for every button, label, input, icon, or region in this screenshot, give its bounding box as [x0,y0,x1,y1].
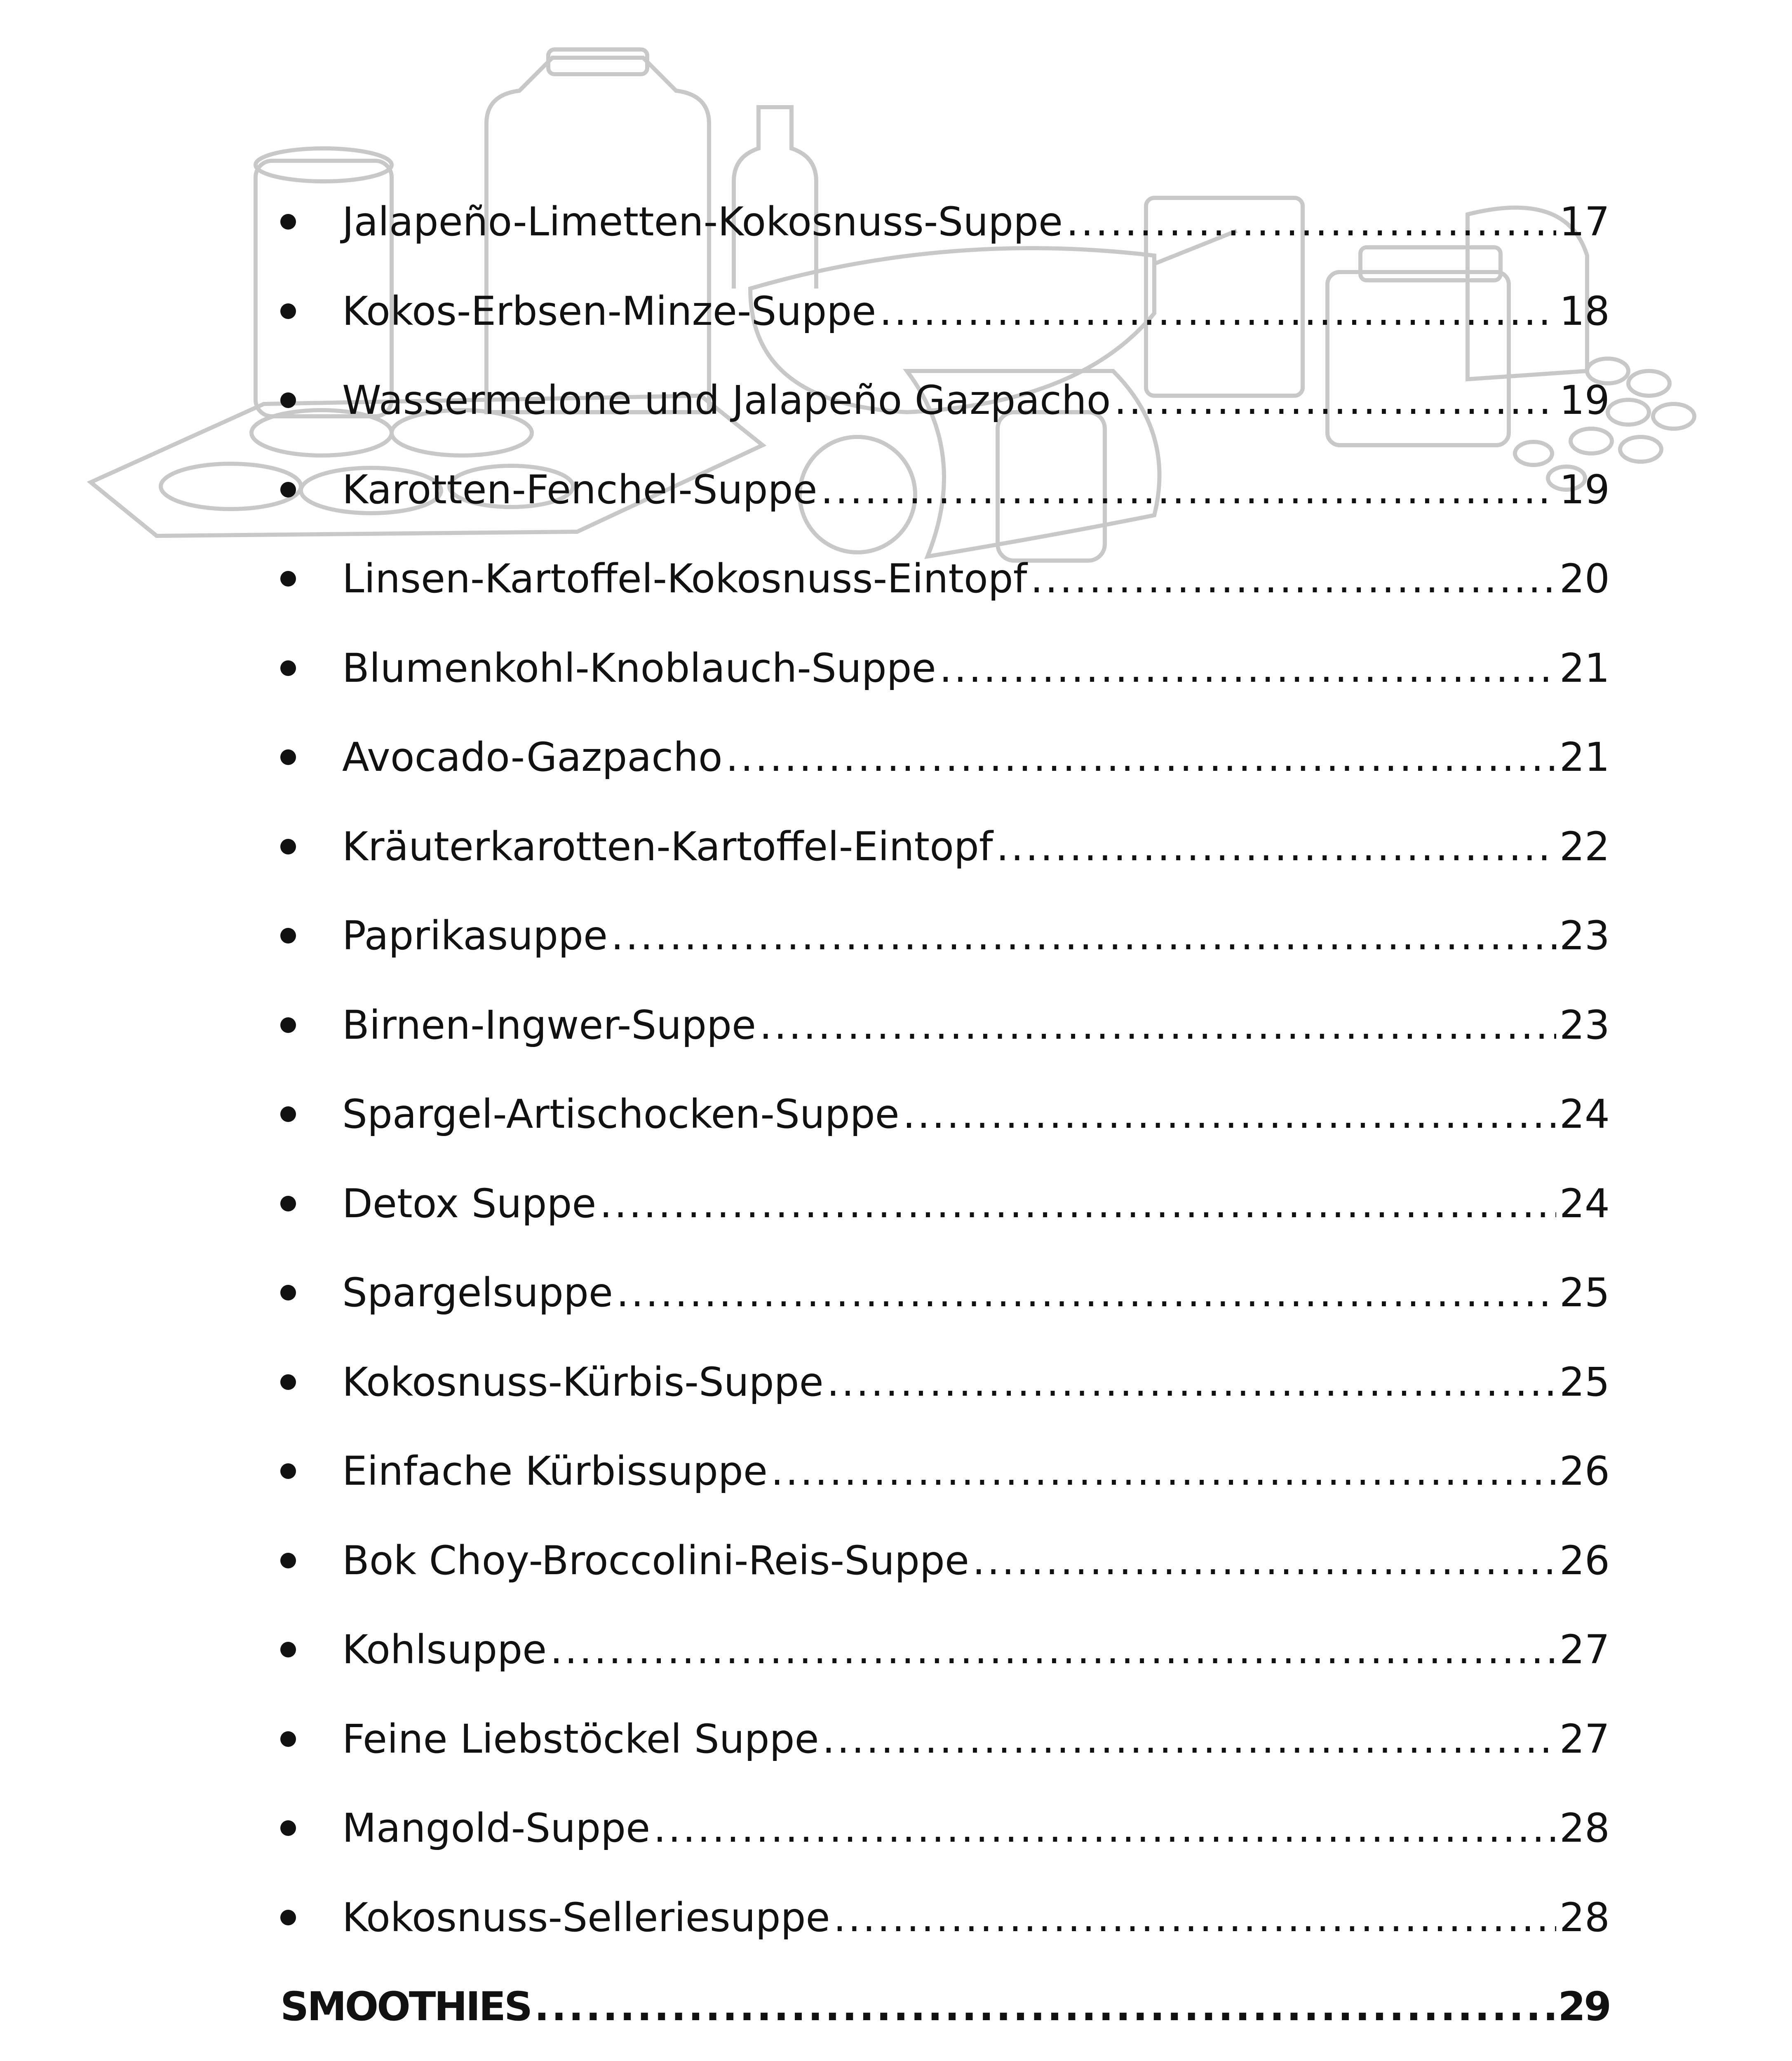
toc-entry-title: Bok Choy-Broccolini-Reis-Suppe [342,1537,969,1584]
toc-page-number: 25 [1559,1359,1610,1405]
dot-leader [550,1630,1556,1669]
toc-entry[interactable] [280,2052,1610,2061]
toc-entry-title: Spargelsuppe [342,1270,613,1316]
toc-page-number: 26 [1559,1448,1610,1495]
toc-entry-title: Kokosnuss-Selleriesuppe [342,1894,830,1941]
toc-entry-title: Blumenkohl-Knoblauch-Suppe [342,645,936,691]
bullet-icon [280,214,296,230]
dot-leader [834,1898,1556,1937]
toc-entry[interactable] [280,267,1610,356]
dot-leader [759,1005,1556,1045]
toc-entry-title: Kokos-Erbsen-Minze-Suppe [342,288,876,334]
toc-entry[interactable] [280,1159,1610,1249]
toc-page-number: 21 [1559,645,1610,691]
toc-page-number: 28 [1559,1894,1610,1941]
toc-entry-title: Mangold-Suppe [342,1805,651,1852]
dot-leader [1066,202,1556,242]
toc-entry[interactable] [280,1427,1610,1516]
bullet-icon [280,1017,296,1033]
toc-entry[interactable] [280,177,1610,267]
toc-page-number: 23 [1559,913,1610,959]
dot-leader [939,648,1556,688]
dot-leader [1030,559,1556,599]
toc-section-heading[interactable] [280,1962,1610,2052]
toc-entry[interactable] [280,1338,1610,1427]
table-of-contents [280,177,1610,2061]
bullet-icon [280,303,296,319]
dot-leader [996,827,1556,866]
dot-leader [599,1184,1556,1223]
dot-leader [879,291,1556,331]
toc-page-number: 19 [1559,466,1610,513]
toc-entry-title: SMOOTHIES [280,1984,531,2030]
toc-page-number: 27 [1559,1627,1610,1673]
toc-page-number: 17 [1559,199,1610,245]
toc-page-number: 26 [1559,1537,1610,1584]
toc-entry-title: Kokosnuss-Kürbis-Suppe [342,1359,824,1405]
toc-page-number: 18 [1559,288,1610,334]
bullet-icon [280,1196,296,1211]
toc-entry[interactable] [280,713,1610,802]
toc-entry-title: Einfache Kürbissuppe [342,1448,768,1495]
toc-entry[interactable] [280,1873,1610,1962]
toc-page-number: 25 [1559,1270,1610,1316]
toc-page-number: 20 [1559,556,1610,602]
bullet-icon [280,482,296,498]
toc-entry-title: Feine Liebstöckel Suppe [342,1716,819,1762]
toc-entry-title: Karotten-Fenchel-Suppe [342,466,817,513]
bullet-icon [280,1910,296,1925]
toc-entry[interactable] [280,1070,1610,1159]
toc-entry-title: Kräuterkarotten-Kartoffel-Eintopf [342,823,993,870]
toc-entry-title: Jalapeño-Limetten-Kokosnuss-Suppe [342,199,1063,245]
toc-entry[interactable] [280,534,1610,624]
toc-entry-title: Detox Suppe [342,1180,597,1227]
bullet-icon [280,839,296,854]
toc-entry[interactable] [280,891,1610,981]
dot-leader [903,1094,1556,1134]
dot-leader [972,1541,1556,1580]
dot-leader [827,1362,1556,1402]
toc-entry-title: Avocado-Gazpacho [342,734,723,781]
bullet-icon [280,392,296,408]
dot-leader [534,1987,1555,2026]
toc-entry[interactable] [280,802,1610,892]
toc-entry-title: Kohlsuppe [342,1627,547,1673]
bullet-icon [280,1374,296,1390]
dot-leader [771,1451,1556,1491]
toc-entry-title: Paprikasuppe [342,913,608,959]
toc-page-number: 29 [1558,1984,1610,2030]
toc-page-number: 19 [1559,377,1610,424]
bullet-icon [280,1106,296,1122]
toc-entry[interactable] [280,1248,1610,1338]
bullet-icon [280,571,296,587]
toc-page-number: 22 [1559,823,1610,870]
bullet-icon [280,1642,296,1657]
dot-leader [611,916,1556,955]
toc-entry-title: Linsen-Kartoffel-Kokosnuss-Eintopf [342,556,1027,602]
bullet-icon [280,1731,296,1747]
bullet-icon [280,749,296,765]
toc-page-number: 24 [1559,1091,1610,1138]
toc-entry[interactable] [280,981,1610,1070]
toc-page-number: 21 [1559,734,1610,781]
toc-entry[interactable] [280,445,1610,535]
dot-leader [616,1273,1556,1312]
toc-entry[interactable] [280,1516,1610,1606]
dot-leader [653,1808,1556,1848]
bullet-icon [280,928,296,944]
toc-entry[interactable] [280,1605,1610,1695]
toc-entry[interactable] [280,1695,1610,1784]
bullet-icon [280,1553,296,1568]
toc-entry[interactable] [280,624,1610,713]
toc-entry-title: Birnen-Ingwer-Suppe [342,1002,756,1048]
bullet-icon [280,1463,296,1479]
toc-page-number: 23 [1559,1002,1610,1048]
dot-leader [1114,380,1556,420]
toc-entry[interactable] [280,356,1610,445]
toc-page-number: 24 [1559,1180,1610,1227]
toc-page-number: 28 [1559,1805,1610,1852]
toc-page-number: 27 [1559,1716,1610,1762]
dot-leader [822,1719,1556,1759]
bullet-icon [280,1820,296,1836]
bullet-icon [280,660,296,676]
toc-entry[interactable] [280,1784,1610,1873]
toc-entry-title: Wassermelone und Jalapeño Gazpacho [342,377,1111,424]
bullet-icon [280,1285,296,1300]
dot-leader [726,737,1556,777]
dot-leader [821,470,1556,509]
toc-entry-title: Spargel-Artischocken-Suppe [342,1091,900,1138]
